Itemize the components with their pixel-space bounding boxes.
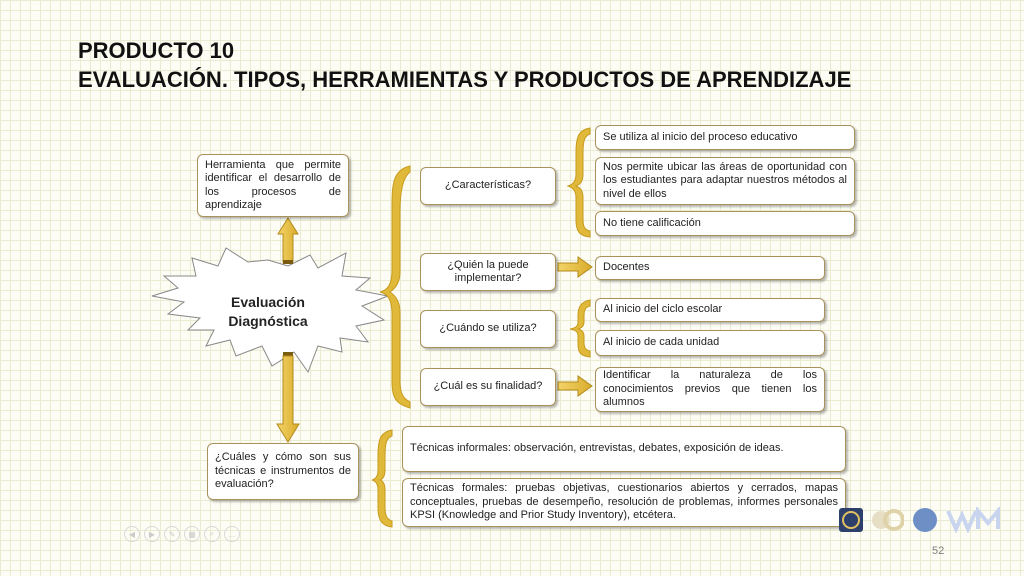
question-purpose — [420, 368, 556, 406]
answer-characteristics-1-text: Se utiliza al inicio del proceso educativo — [603, 130, 798, 143]
pen-icon[interactable]: ✎ — [164, 526, 180, 542]
center-label-line-1: Evaluación — [231, 294, 305, 310]
up-arrow — [278, 218, 298, 262]
previous-slide-icon[interactable]: ◀ — [124, 526, 140, 542]
purpose-arrow — [558, 376, 592, 396]
who-arrow — [558, 257, 592, 277]
si-logo — [910, 507, 940, 533]
question-when — [420, 310, 556, 348]
question-techniques — [207, 443, 359, 500]
question-purpose-text: ¿Cuál es su finalidad? — [433, 380, 543, 393]
logo-strip — [838, 507, 1002, 533]
techniques-brace — [372, 430, 392, 527]
center-starburst — [152, 248, 388, 372]
answer-characteristics-3 — [595, 211, 855, 236]
answer-when-2 — [595, 330, 825, 356]
answer-purpose-text: Identificar la naturaleza de los conocimientos previos que tienen los alumnos — [603, 369, 817, 409]
answer-when-2-text: Al inicio de cada unidad — [603, 336, 720, 349]
answer-when-1-text: Al inicio del ciclo escolar — [603, 303, 723, 316]
question-techniques-text: ¿Cuáles y cómo son sus técnicas e instrumentos de evaluación? — [215, 451, 351, 491]
answer-characteristics-1 — [595, 125, 855, 150]
title-line-1: PRODUCTO 10 — [78, 38, 235, 63]
zoom-icon[interactable]: ⌕ — [204, 526, 220, 542]
answer-characteristics-3-text: No tiene calificación — [603, 216, 701, 229]
university-seal-logo — [838, 507, 864, 533]
answer-when-1 — [595, 298, 825, 322]
down-arrow-cap — [283, 352, 293, 356]
answer-purpose — [595, 367, 825, 412]
question-characteristics-text: ¿Características? — [444, 179, 532, 192]
down-arrow — [277, 356, 299, 442]
slides-grid-icon[interactable]: ▦ — [184, 526, 200, 542]
more-options-icon[interactable]: … — [224, 526, 240, 542]
answer-techniques-formal — [402, 478, 846, 527]
characteristics-brace — [568, 128, 590, 237]
question-who — [420, 253, 556, 291]
anniversary-50-logo — [870, 507, 904, 533]
answer-who — [595, 256, 825, 280]
up-arrow-cap — [283, 260, 293, 264]
answer-characteristics-2 — [595, 157, 855, 205]
slideshow-toolbar — [124, 526, 240, 542]
answer-techniques-informal — [402, 426, 846, 472]
center-label-line-2: Diagnóstica — [228, 313, 308, 329]
title-line-2: EVALUACIÓN. TIPOS, HERRAMIENTAS Y PRODUCTOS DE APRENDIZAJE — [78, 67, 852, 92]
answer-techniques-informal-text: Técnicas informales: observación, entrevistas, debates, exposición de ideas. — [410, 442, 784, 455]
page-number: 52 — [932, 545, 945, 557]
answer-who-text: Docentes — [603, 261, 650, 274]
question-when-text: ¿Cuándo se utiliza? — [439, 322, 537, 335]
answer-techniques-formal-text: Técnicas formales: pruebas objetivas, cuestionarios abiertos y cerrados, mapas conceptuales, pruebas de desempeño, resolución de problemas, informes personales KPSI (Knowledge and Prior Study Inventory), etcétera. — [410, 482, 838, 522]
next-slide-icon[interactable]: ▶ — [144, 526, 160, 542]
definition-box — [197, 154, 349, 217]
main-brace — [380, 166, 410, 408]
when-brace — [570, 300, 590, 357]
question-characteristics — [420, 167, 556, 205]
definition-text: Herramienta que permite identificar el desarrollo de los procesos de aprendizaje — [205, 158, 341, 211]
answer-characteristics-2-text: Nos permite ubicar las áreas de oportunidad con los estudiantes para adaptar nuestros métodos al nivel de ellos — [603, 160, 847, 200]
brand-wordmark-logo — [946, 507, 1002, 533]
question-who-text: ¿Quién la puede implementar? — [447, 258, 529, 284]
